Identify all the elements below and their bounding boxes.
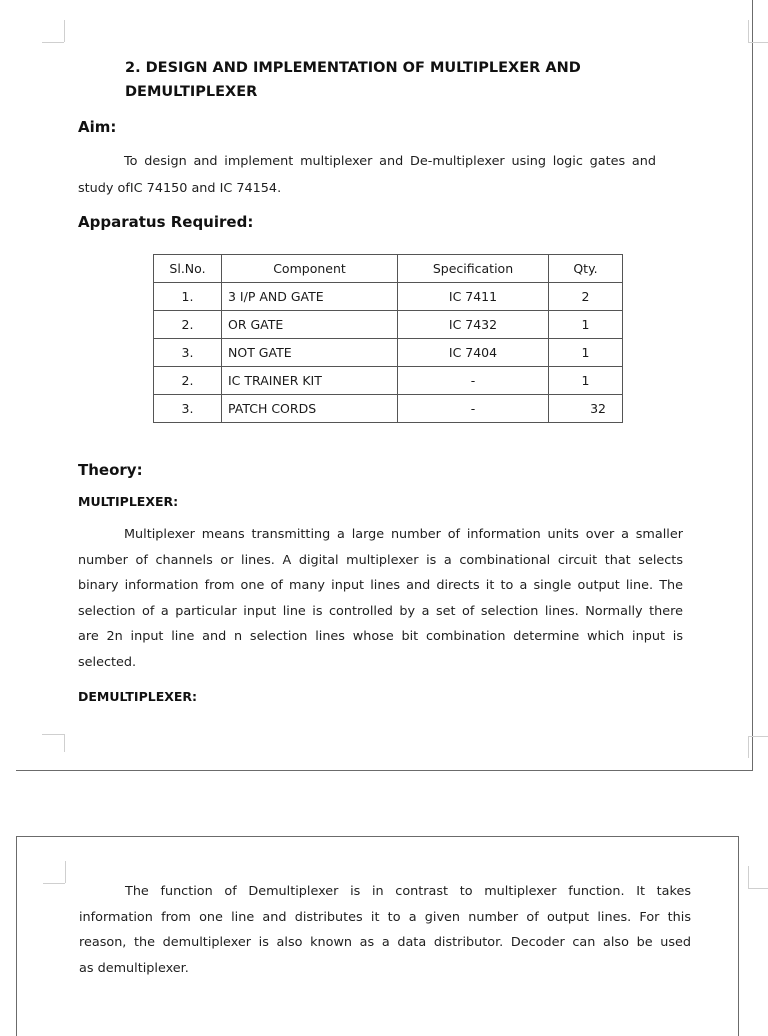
document-title-line-2: DEMULTIPLEXER	[125, 84, 258, 100]
table-cell-qty: 32	[549, 395, 623, 423]
document-page-2	[16, 836, 739, 1036]
mux-line-6: selected.	[78, 654, 137, 670]
table-header-slno: Sl.No.	[154, 255, 222, 283]
table-cell-component: 3 I/P AND GATE	[222, 283, 398, 311]
table-cell-qty: 1	[549, 339, 623, 367]
aim-heading: Aim:	[78, 118, 117, 136]
table-header-qty: Qty.	[549, 255, 623, 283]
table-row	[154, 339, 623, 367]
table-cell-slno: 3.	[154, 395, 222, 423]
table-cell-specification: IC 7404	[398, 339, 549, 367]
document-title	[125, 56, 581, 104]
apparatus-heading: Apparatus Required:	[78, 213, 254, 231]
table-header-component: Component	[222, 255, 398, 283]
mux-line-2: number of channels or lines. A digital multiplexer is a combinational circuit that selects	[78, 552, 683, 568]
aim-paragraph	[78, 148, 656, 202]
table-cell-component: OR GATE	[222, 311, 398, 339]
table-cell-specification: -	[398, 395, 549, 423]
demultiplexer-heading: DEMULTIPLEXER:	[78, 689, 198, 704]
table-row	[154, 311, 623, 339]
demux-line-4: as demultiplexer.	[79, 960, 189, 976]
table-cell-slno: 1.	[154, 283, 222, 311]
aim-line-1: To design and implement multiplexer and De-multiplexer using logic gates and	[124, 154, 656, 169]
demux-line-1: The function of Demultiplexer is in contrast to multiplexer function. It takes	[125, 884, 691, 899]
table-cell-qty: 1	[549, 367, 623, 395]
table-cell-qty: 2	[549, 283, 623, 311]
document-title-line-1: 2. DESIGN AND IMPLEMENTATION OF MULTIPLEXER AND	[125, 60, 581, 76]
table-cell-component: NOT GATE	[222, 339, 398, 367]
demux-line-2: information from one line and distributes it to a given number of output lines. For this	[79, 909, 691, 925]
table-row	[154, 283, 623, 311]
table-cell-component: IC TRAINER KIT	[222, 367, 398, 395]
table-cell-specification: IC 7432	[398, 311, 549, 339]
table-row	[154, 367, 623, 395]
aim-line-2: study ofIC 74150 and IC 74154.	[78, 181, 282, 196]
demux-line-3: reason, the demultiplexer is also known as a data distributor. Decoder can also be used	[79, 935, 691, 950]
mux-line-1: Multiplexer means transmitting a large number of information units over a smaller	[124, 527, 683, 542]
table-header-specification: Specification	[398, 255, 549, 283]
table-row	[154, 395, 623, 423]
mux-line-3: binary information from one of many input lines and directs it to a single output line. The	[78, 578, 683, 593]
table-cell-specification: -	[398, 367, 549, 395]
multiplexer-paragraph	[78, 522, 683, 675]
theory-heading: Theory:	[78, 461, 143, 479]
mux-line-4: selection of a particular input line is controlled by a set of selection lines. Normally there	[78, 603, 683, 619]
table-cell-slno: 2.	[154, 367, 222, 395]
multiplexer-heading: MULTIPLEXER:	[78, 494, 179, 509]
demultiplexer-paragraph	[79, 879, 691, 981]
table-cell-slno: 3.	[154, 339, 222, 367]
apparatus-table	[153, 254, 623, 423]
table-cell-qty: 1	[549, 311, 623, 339]
table-cell-component: PATCH CORDS	[222, 395, 398, 423]
table-cell-slno: 2.	[154, 311, 222, 339]
table-header-row	[154, 255, 623, 283]
table-cell-specification: IC 7411	[398, 283, 549, 311]
document-page-1	[16, 0, 753, 771]
mux-line-5: are 2n input line and n selection lines whose bit combination determine which input is	[78, 629, 683, 644]
